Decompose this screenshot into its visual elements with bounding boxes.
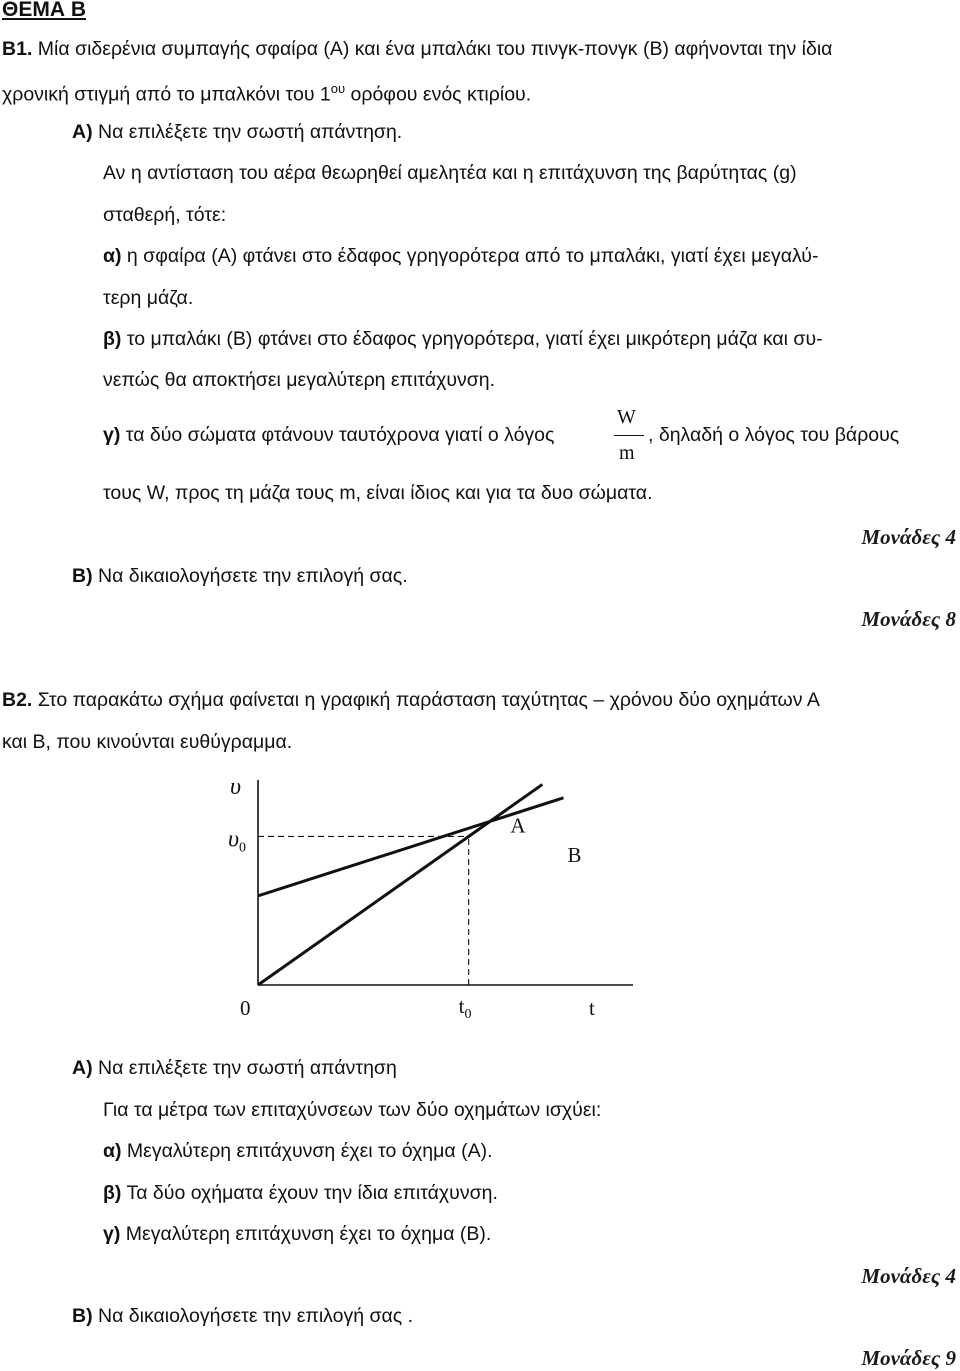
b2-option-b-label: β) bbox=[103, 1182, 122, 1204]
b2-option-b-text: Τα δύο οχήματα έχουν την ίδια επιτάχυνση. bbox=[121, 1182, 498, 1204]
b1-part-a-line bbox=[72, 121, 402, 144]
b1-intro-superscript: ου bbox=[330, 81, 346, 96]
b2-part-b-text: Να δικαιολογήσετε την επιλογή σας . bbox=[92, 1305, 414, 1327]
b1-points-b: Μονάδες 8 bbox=[861, 607, 956, 631]
b2-points-b: Μονάδες 9 bbox=[861, 1346, 956, 1370]
b2-points-a: Μονάδες 4 bbox=[861, 1264, 956, 1288]
v0-tick-label: $\upsilon_0$ bbox=[228, 826, 247, 856]
b2-part-a-line bbox=[72, 1057, 397, 1080]
b1-intro-text-1: Μία σιδερένια συμπαγής σφαίρα (Α) και ένα μπαλάκι του πινγκ-πονγκ (Β) αφήνονται την ίδια bbox=[37, 38, 833, 60]
b1-option-b-text-1: το μπαλάκι (Β) φτάνει στο έδαφος γρηγορότερα, γιατί έχει μικρότερη μάζα και συ- bbox=[121, 328, 823, 350]
b1-part-a-text: Να επιλέξετε την σωστή απάντηση. bbox=[92, 121, 403, 143]
b2-intro-text-1: Στο παρακάτω σχήμα φαίνεται η γραφική παράσταση ταχύτητας – χρόνου δύο οχημάτων Α bbox=[32, 689, 820, 711]
fraction-numerator: W bbox=[617, 406, 636, 428]
b2-part-b-label: Β) bbox=[72, 1305, 93, 1327]
b1-option-c-line-2: τους W, προς τη μάζα τους m, είναι ίδιος και για τα δυο σώματα. bbox=[103, 482, 653, 504]
b2-intro-line-2: και Β, που κινούνται ευθύγραμμα. bbox=[2, 731, 293, 753]
b1-option-a-text-1: η σφαίρα (Α) φτάνει στο έδαφος γρηγορότερα από το μπαλάκι, γιατί έχει μεγαλύ- bbox=[121, 245, 819, 267]
series-a-label: A bbox=[510, 813, 526, 838]
b1-option-a-line-1 bbox=[103, 245, 818, 268]
b2-part-b-line bbox=[72, 1305, 413, 1328]
b2-part-a-text: Να επιλέξετε την σωστή απάντηση bbox=[92, 1057, 397, 1079]
velocity-time-graph bbox=[200, 770, 640, 1030]
b1-option-b-label: β) bbox=[103, 328, 122, 350]
b1-option-c-line-1a bbox=[103, 424, 554, 447]
b2-option-a-text: Μεγαλύτερη επιτάχυνση έχει το όχημα (Α). bbox=[121, 1140, 493, 1162]
b1-intro-line-1 bbox=[2, 38, 832, 61]
x-axis-label: t bbox=[589, 996, 595, 1020]
t0-tick-label: $t_0$ bbox=[458, 994, 472, 1022]
b1-option-b-line-2: νεπώς θα αποκτήσει μεγαλύτερη επιτάχυνση. bbox=[103, 369, 496, 391]
fraction-denominator: m bbox=[619, 442, 635, 464]
b1-option-c-text-1: τα δύο σώματα φτάνουν ταυτόχρονα γιατί ο λόγος bbox=[120, 424, 555, 446]
b1-option-c-text-1b: , δηλαδή ο λόγος του βάρους bbox=[648, 424, 900, 446]
b1-intro-text-2a: χρονική στιγμή από το μπαλκόνι του 1 bbox=[2, 83, 331, 106]
b2-option-a bbox=[103, 1140, 493, 1163]
b1-option-a-label: α) bbox=[103, 245, 122, 267]
b1-part-b-line bbox=[72, 565, 408, 588]
b1-option-b-line-1 bbox=[103, 328, 823, 351]
b2-label: Β2. bbox=[2, 689, 33, 711]
b2-option-c-label: γ) bbox=[103, 1223, 121, 1245]
series-b-label: B bbox=[567, 842, 582, 867]
fraction-bar bbox=[614, 435, 644, 436]
b2-option-a-label: α) bbox=[103, 1140, 122, 1162]
b1-points-a: Μονάδες 4 bbox=[861, 525, 956, 549]
b2-question: Για τα μέτρα των επιταχύνσεων των δύο οχημάτων ισχύει: bbox=[103, 1099, 602, 1121]
b1-intro-line-2 bbox=[2, 81, 531, 107]
b1-option-c-label: γ) bbox=[103, 424, 121, 446]
y-axis-label: υ bbox=[230, 774, 242, 800]
b2-intro-line-1 bbox=[2, 689, 820, 712]
page-title: ΘΕΜΑ Β bbox=[2, 0, 86, 21]
b1-premise-line-2: σταθερή, τότε: bbox=[103, 204, 227, 226]
series-a-line bbox=[258, 784, 542, 985]
b1-label: Β1. bbox=[2, 38, 33, 60]
b1-premise-line-1: Αν η αντίσταση του αέρα θεωρηθεί αμελητέα και η επιτάχυνση της βαρύτητας (g) bbox=[103, 162, 797, 184]
b2-part-a-label: Α) bbox=[72, 1057, 93, 1079]
origin-tick-label: 0 bbox=[240, 996, 251, 1020]
b1-intro-text-2b: ορόφου ενός κτιρίου. bbox=[345, 83, 532, 106]
b2-option-b bbox=[103, 1182, 498, 1205]
b1-option-a-line-2: τερη μάζα. bbox=[103, 287, 194, 309]
b1-part-b-text: Να δικαιολογήσετε την επιλογή σας. bbox=[92, 565, 408, 587]
b1-part-a-label: Α) bbox=[72, 121, 93, 143]
b2-option-c-text: Μεγαλύτερη επιτάχυνση έχει το όχημα (Β). bbox=[120, 1223, 492, 1245]
b1-part-b-label: Β) bbox=[72, 565, 93, 587]
b2-option-c bbox=[103, 1223, 491, 1246]
